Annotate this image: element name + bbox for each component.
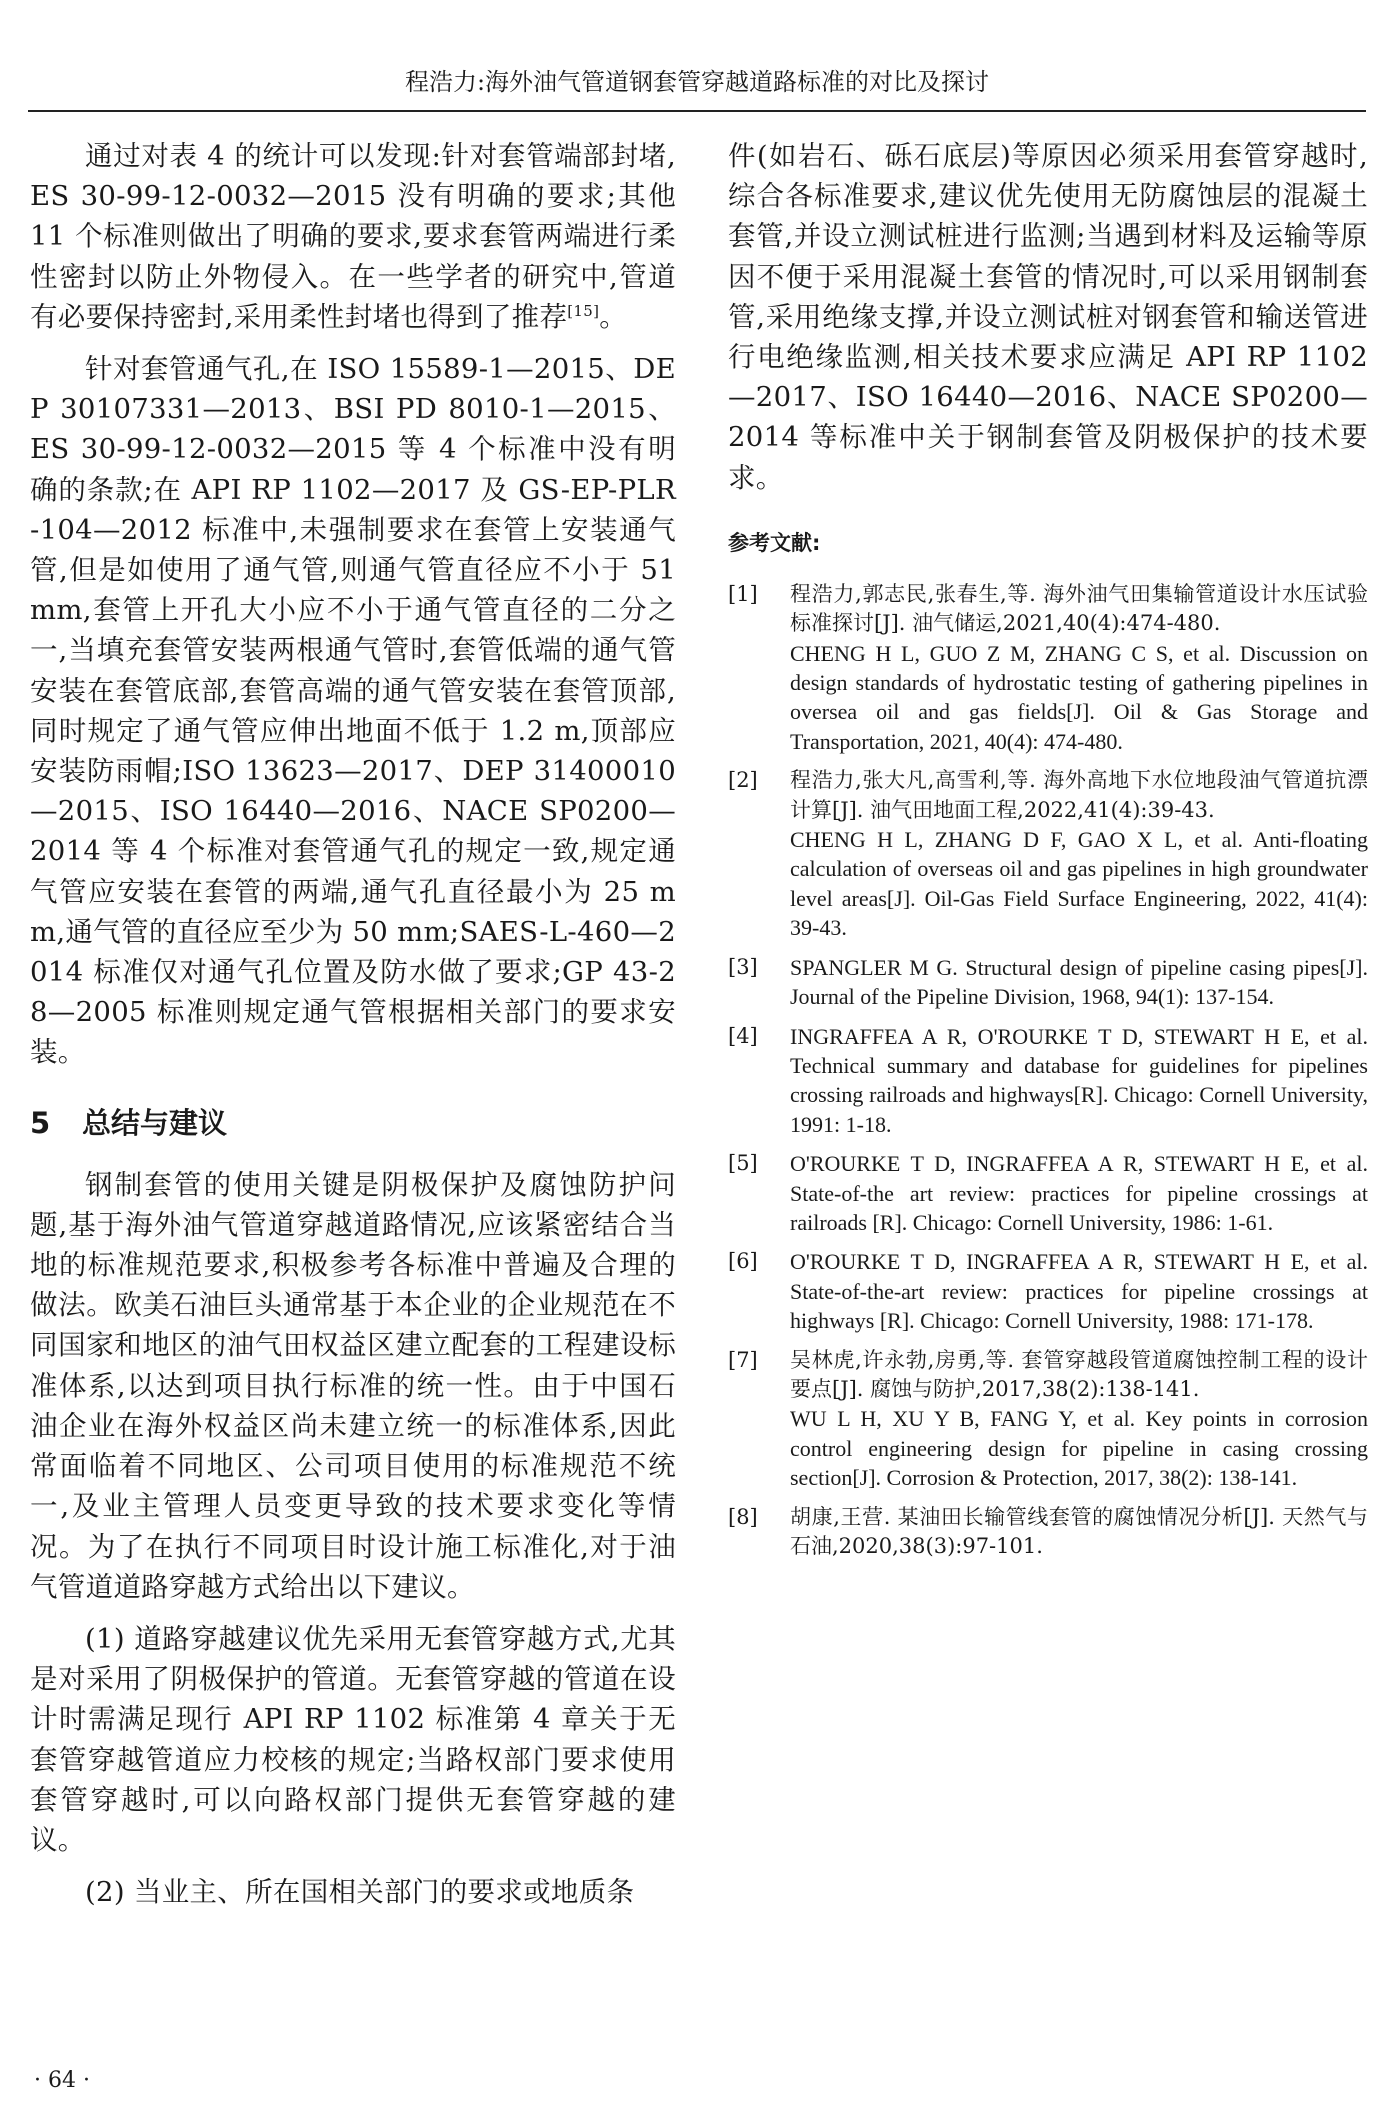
reference-number: [4] xyxy=(728,1023,758,1048)
citation-15: [15] xyxy=(567,301,600,320)
references-title: 参考文献: xyxy=(728,530,821,555)
reference-number: [5] xyxy=(728,1151,758,1176)
reference-zh: 胡康,王营. 某油田长输管线套管的腐蚀情况分析[J]. 天然气与石油,2020,38(3):97-101. xyxy=(790,1504,1368,1559)
reference-item xyxy=(728,953,1368,1012)
reference-en: INGRAFFEA A R, O'ROURKE T D, STEWART H E, et al. Technical summary and database for guidelines for pipelines crossing railroads and highways[R]. Chicago: Cornell University, 1991: 1-18. xyxy=(790,1023,1368,1137)
reference-zh: 吴林虎,许永勃,房勇,等. 套管穿越段管道腐蚀控制工程的设计要点[J]. 腐蚀与防护,2017,38(2):138-141. xyxy=(790,1347,1368,1401)
reference-item xyxy=(728,580,1368,756)
reference-zh: 程浩力,张大凡,高雪利,等. 海外高地下水位地段油气管道抗漂计算[J]. 油气田地面工程,2022,41(4):39-43. xyxy=(790,768,1368,822)
left-column xyxy=(30,136,676,1912)
paragraph-sealing xyxy=(30,136,676,337)
header-rule xyxy=(28,110,1366,112)
page-number: · 64 · xyxy=(34,2068,90,2093)
reference-number: [6] xyxy=(728,1249,758,1274)
paragraph-vent-holes: 针对套管通气孔,在 ISO 15589-1—2015、DEP 30107331—2013、BSI PD 8010-1—2015、ES 30-99-12-0032—2015 等 4 个标准中没有明确的条款;在 API RP 1102—2017 及 GS-EP-PLR-104—2012 标准中,未强制要求在套管上安装通气管,但是如使用了通气管,则通气管直径应不小于 51 mm,套管上开孔大小应不小于通气管直径的二分之一,当填充套管安装两根通气管时,套管低端的通气管安装在套管底部,套管高端的通气管安装在套管顶部,同时规定了通气管应伸出地面不低于 1.2 m,顶部应安装防雨帽;ISO 13623—2017、DEP 31400010—2015、ISO 16440—2016、NACE SP0200—2014 等 4 个标准对套管通气孔的规定一致,规定通气管应安装在套管的两端,通气孔直径最小为 25 mm,通气管的直径应至少为 50 mm;SAES-L-460—2014 标准仅对通气孔位置及防水做了要求;GP 43-28—2005 标准则规定通气管根据相关部门的要求安装。 xyxy=(30,353,676,1069)
reference-item xyxy=(728,1149,1368,1237)
paragraph-suggestion-1: (1) 道路穿越建议优先采用无套管穿越方式,尤其是对采用了阴极保护的管道。无套管穿越的管道在设计时需满足现行 API RP 1102 标准第 4 章关于无套管穿越管道应力校核的规定;当路权部门要求使用套管穿越时,可以向路权部门提供无套管穿越的建议。 xyxy=(30,1622,676,1856)
reference-number: [1] xyxy=(728,581,758,606)
paragraph-suggestion-2-cont: 件(如岩石、砾石底层)等原因必须采用套管穿越时,综合各标准要求,建议优先使用无防腐蚀层的混凝土套管,并设立测试桩进行监测;当遇到材料及运输等原因不便于采用混凝土套管的情况时,可以采用钢制套管,采用绝缘支撑,并设立测试桩对钢套管和输送管进行电绝缘监测,相关技术要求应满足 API RP 1102—2017、ISO 16440—2016、NACE SP0200—2014 等标准中关于钢制套管及阴极保护的技术要求。 xyxy=(728,140,1368,494)
reference-en: WU L H, XU Y B, FANG Y, et al. Key points in corrosion control engineering design for pipeline in casing crossing section[J]. Corrosion & Protection, 2017, 38(2): 138-141. xyxy=(790,1406,1368,1491)
reference-en: O'ROURKE T D, INGRAFFEA A R, STEWART H E, et al. State-of-the art review: practices for pipeline crossings at railroads [R]. Chicago: Cornell University, 1986: 1-61. xyxy=(790,1151,1368,1235)
reference-en: CHENG H L, GUO Z M, ZHANG C S, et al. Discussion on design standards of hydrostatic testing of gathering pipelines in oversea oil and gas fields[J]. Oil & Gas Storage and Transportation, 2021, 40(4): 474-480. xyxy=(790,640,1368,754)
reference-number: [7] xyxy=(728,1347,758,1372)
paragraph-sealing-text: 通过对表 4 的统计可以发现:针对套管端部封堵,ES 30-99-12-0032—2015 没有明确的要求;其他 11 个标准则做出了明确的要求,要求套管两端进行柔性密封以防止外物侵入。在一些学者的研究中,管道有必要保持密封,采用柔性封堵也得到了推荐 xyxy=(30,140,676,333)
reference-number: [2] xyxy=(728,768,758,793)
section-number: 5 xyxy=(30,1105,51,1140)
reference-en: SPANGLER M G. Structural design of pipeline casing pipes[J]. Journal of the Pipeline Division, 1968, 94(1): 137-154. xyxy=(790,954,1368,1010)
paragraph-summary: 钢制套管的使用关键是阴极保护及腐蚀防护问题,基于海外油气管道穿越道路情况,应该紧密结合当地的标准规范要求,积极参考各标准中普遍及合理的做法。欧美石油巨头通常基于本企业的企业规范在不同国家和地区的油气田权益区建立配套的工程建设标准体系,以达到项目执行标准的统一性。由于中国石油企业在海外权益区尚未建立统一的标准体系,因此常面临着不同地区、公司项目使用的标准规范不统一,及业主管理人员变更导致的技术要求变化等情况。为了在执行不同项目时设计施工标准化,对于油气管道道路穿越方式给出以下建议。 xyxy=(30,1168,676,1603)
running-title: 程浩力:海外油气管道钢套管穿越道路标准的对比及探讨 xyxy=(404,68,990,96)
reference-number: [8] xyxy=(728,1504,758,1529)
reference-number: [3] xyxy=(728,954,758,979)
reference-item xyxy=(728,1247,1368,1335)
reference-item xyxy=(728,1346,1368,1493)
reference-item xyxy=(728,766,1368,942)
reference-zh: 程浩力,郭志民,张春生,等. 海外油气田集输管道设计水压试验标准探讨[J]. 油气储运,2021,40(4):474-480. xyxy=(790,581,1368,636)
section-title: 总结与建议 xyxy=(82,1105,228,1140)
right-column xyxy=(728,136,1368,1571)
paragraph-suggestion-2: (2) 当业主、所在国相关部门的要求或地质条 xyxy=(85,1876,635,1909)
reference-item xyxy=(728,1022,1368,1140)
section-heading xyxy=(30,1103,676,1143)
reference-en: O'ROURKE T D, INGRAFFEA A R, STEWART H E, et al. State-of-the-art review: practices for pipeline crossings at highways [R]. Chicago: Cornell University, 1988: 171-178. xyxy=(790,1249,1368,1334)
reference-en: CHENG H L, ZHANG D F, GAO X L, et al. Anti-floating calculation of overseas oil and gas pipelines in high groundwater level areas[J]. Oil-Gas Field Surface Engineering, 2022, 41(4): 39-43. xyxy=(790,827,1368,941)
reference-item xyxy=(728,1503,1368,1562)
paragraph-sealing-end: 。 xyxy=(599,300,628,333)
running-header xyxy=(28,62,1366,112)
reference-list xyxy=(728,580,1368,1562)
